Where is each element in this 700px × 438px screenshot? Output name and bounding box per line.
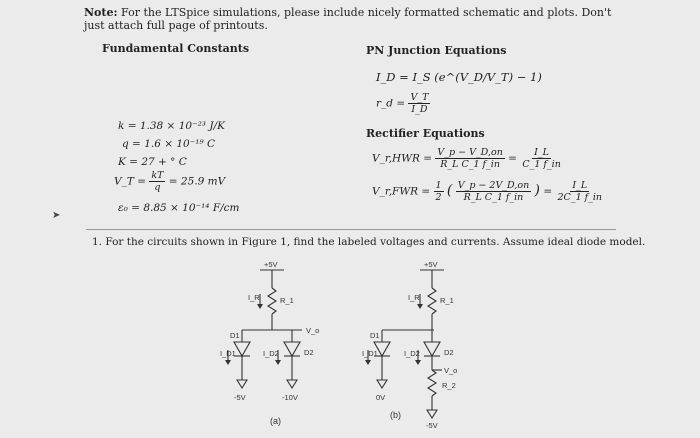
fwr-half-denominator: 2 — [435, 192, 442, 203]
fwr-numerator-1: V_p − 2V_D,on — [457, 180, 530, 191]
hwr-ripple-eq — [372, 147, 563, 170]
id1-label-a: I_D1 — [220, 349, 236, 358]
resistor-r2-b — [428, 370, 436, 396]
circuit-b — [362, 258, 482, 436]
charge-constant: q = 1.6 × 10⁻¹⁹ C — [122, 138, 216, 150]
note-text: For the LTSpice simulations, please include nicely formatted schematic and plots. Don't just attach full page of printouts. — [84, 6, 612, 32]
caption-a: (a) — [270, 416, 281, 426]
hwr-fraction-2 — [520, 147, 563, 170]
id2-label-b: I_D2 — [404, 349, 420, 358]
cursor-arrow-icon: ➤ — [52, 210, 61, 221]
hwr-numerator-2: I_L — [534, 147, 549, 158]
fundamental-heading: Fundamental Constants — [102, 42, 250, 55]
fwr-denominator-2: 2C_1 f_in — [557, 192, 603, 203]
d2-label-b: D2 — [444, 348, 454, 357]
vo-label-a: V_o — [306, 326, 320, 335]
pn-heading: PN Junction Equations — [366, 44, 507, 57]
hwr-numerator-1: V_p − V_D,on — [437, 147, 503, 158]
permittivity-constant: ε₀ = 8.85 × 10⁻¹⁴ F/cm — [118, 202, 240, 214]
r2-label-b: R_2 — [442, 381, 456, 390]
boltzmann-constant: k = 1.38 × 10⁻²³ J/K — [118, 120, 225, 132]
vt-numerator: kT — [151, 170, 164, 181]
hwr-denominator-2: C_1 f_in — [522, 159, 561, 170]
fwr-half-numerator: 1 — [435, 180, 442, 191]
d1-label-b: D1 — [370, 331, 380, 340]
fwr-numerator-2: I_L — [572, 180, 588, 191]
supply-label-b: +5V — [424, 260, 438, 269]
dynamic-resistance-eq — [376, 92, 430, 115]
rd-numerator: V_T — [410, 92, 429, 103]
fwr-ripple-eq — [372, 180, 604, 203]
temperature-constant: K = 27 + ° C — [118, 156, 187, 168]
fwr-lhs: V_r,FWR = — [372, 185, 431, 198]
section-divider — [86, 229, 616, 230]
note-label: Note: — [84, 6, 118, 19]
terminal-v1-a — [237, 380, 247, 388]
fwr-fraction-1 — [456, 180, 531, 203]
d2-label-a: D2 — [304, 348, 314, 357]
id1-label-b: I_D1 — [362, 349, 378, 358]
vt-lhs: V_T = — [114, 175, 146, 188]
circuit-a — [220, 258, 330, 436]
vt-fraction — [149, 170, 165, 193]
d1-label-a: D1 — [230, 331, 240, 340]
rd-denominator: I_D — [411, 104, 428, 115]
terminal-v1-b — [377, 380, 387, 388]
terminal-v2-b — [427, 410, 437, 418]
thermal-voltage-eq — [114, 170, 225, 193]
vo-label-b: V_o — [444, 366, 458, 375]
hwr-equals: = — [508, 152, 517, 165]
vt-rhs: = 25.9 mV — [168, 175, 226, 188]
r1-label-b: R_1 — [440, 296, 454, 305]
r1-label-a: R_1 — [280, 296, 294, 305]
supply-label-a: +5V — [264, 260, 278, 269]
fwr-equals: = — [543, 185, 553, 198]
fwr-paren-close: ) — [534, 182, 540, 199]
diode-d2-b — [424, 342, 440, 356]
diode-current-eq: I_D = I_S (e^(V_D/V_T) − 1) — [376, 70, 542, 84]
rectifier-heading: Rectifier Equations — [366, 127, 485, 140]
rd-lhs: r_d = — [376, 97, 406, 110]
vt-denominator: q — [154, 182, 161, 193]
id2-label-a: I_D2 — [263, 349, 279, 358]
hwr-fraction-1 — [435, 147, 504, 170]
problem-statement: 1. For the circuits shown in Figure 1, find the labeled voltages and currents. Assume ideal diode model. — [92, 236, 646, 248]
hwr-lhs: V_r,HWR = — [372, 152, 433, 165]
terminal-v2-a — [287, 380, 297, 388]
v1-label-b: 0V — [376, 393, 386, 402]
fwr-paren-open: ( — [446, 182, 453, 199]
rd-fraction — [408, 92, 430, 115]
hwr-denominator-1: R_L C_1 f_in — [440, 159, 500, 170]
fwr-fraction-2 — [556, 180, 605, 203]
fwr-half — [434, 180, 444, 203]
ir-label-a: I_R — [248, 293, 260, 302]
v2-label-b: -5V — [426, 421, 438, 430]
v1-label-a: -5V — [234, 393, 246, 402]
resistor-r1-a — [268, 288, 276, 314]
ir-label-b: I_R — [408, 293, 420, 302]
note-paragraph — [84, 6, 624, 32]
caption-b: (b) — [390, 410, 401, 420]
resistor-r1-b — [428, 288, 436, 314]
diode-d2-a — [284, 342, 300, 356]
v2-label-a: -10V — [282, 393, 298, 402]
fwr-denominator-1: R_L C_1 f_in — [463, 192, 524, 203]
diode-d1-a — [234, 342, 250, 356]
